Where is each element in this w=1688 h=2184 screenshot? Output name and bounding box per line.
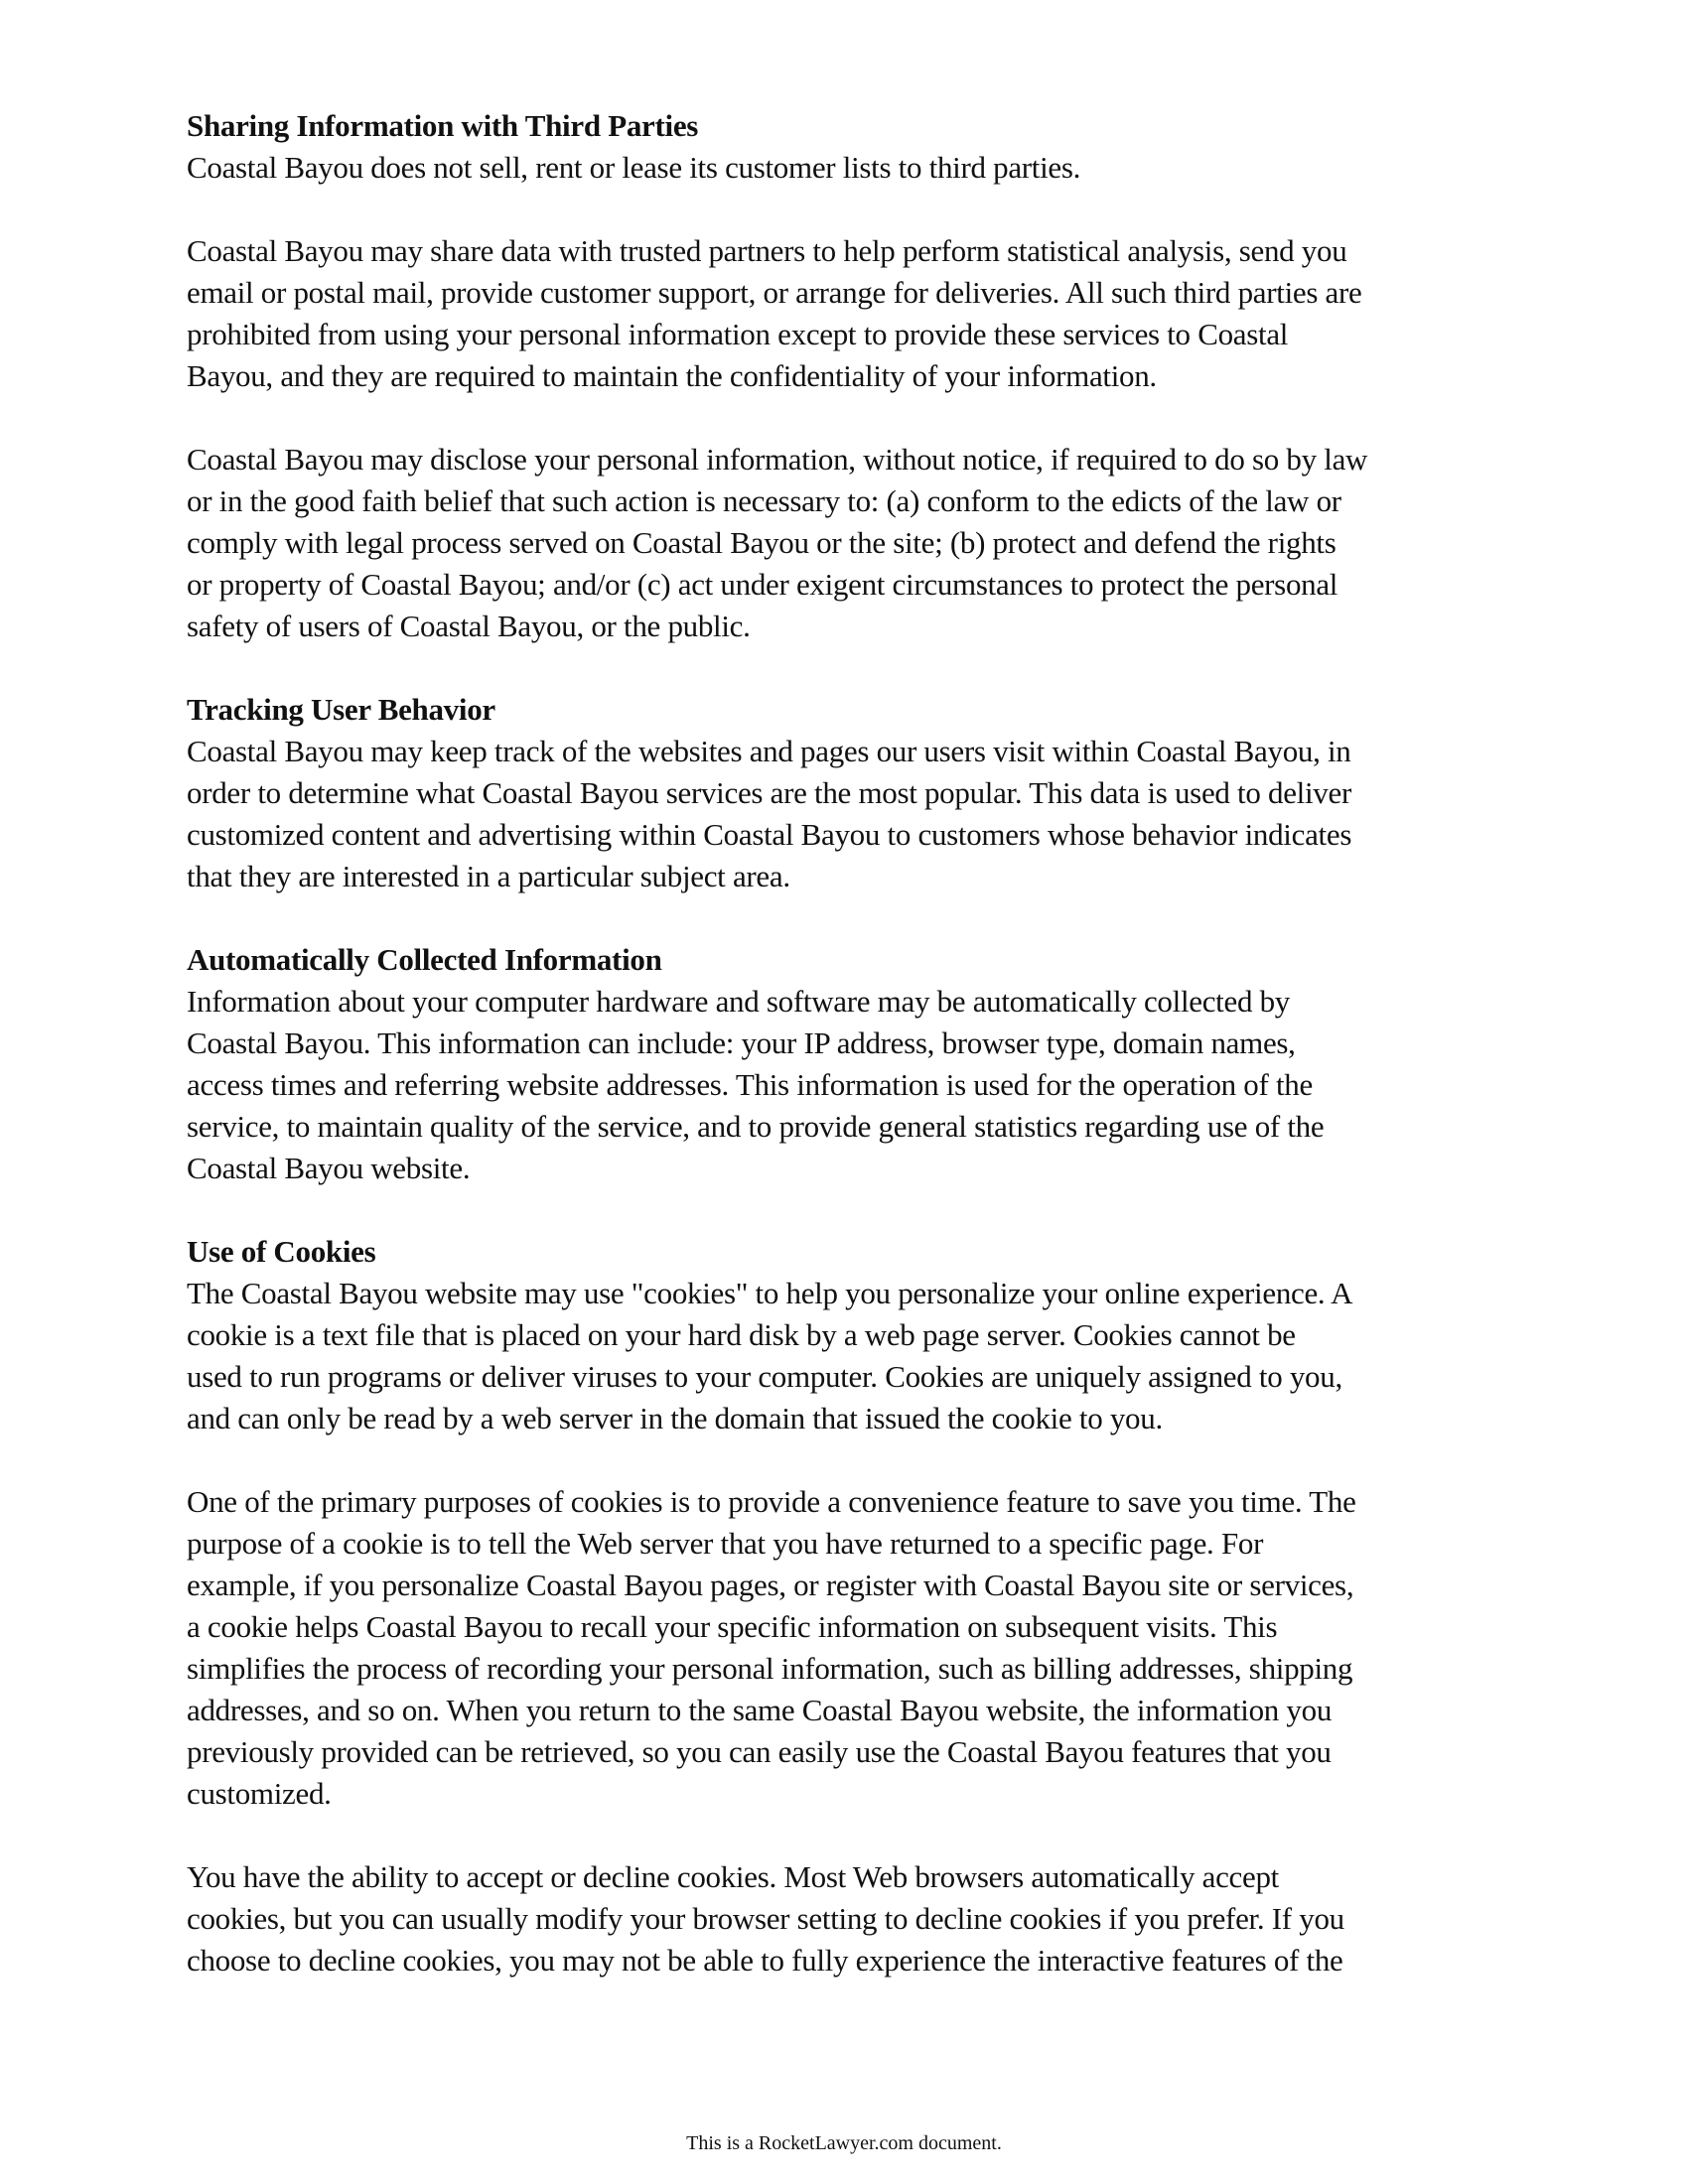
section xyxy=(187,105,1517,647)
text-line: previously provided can be retrieved, so you can easily use the Coastal Bayou features that you xyxy=(187,1734,1332,1769)
text-line: Coastal Bayou may keep track of the websites and pages our users visit within Coastal Bayou, in xyxy=(187,734,1351,768)
text-line: simplifies the process of recording your personal information, such as billing addresses, shipping xyxy=(187,1651,1353,1686)
page-footer: This is a RocketLawyer.com document. xyxy=(686,2132,1002,2154)
text-line: Coastal Bayou. This information can include: your IP address, browser type, domain names, xyxy=(187,1025,1296,1060)
text-line: Coastal Bayou may share data with trusted partners to help perform statistical analysis, send you xyxy=(187,233,1347,268)
text-line: a cookie helps Coastal Bayou to recall your specific information on subsequent visits. This xyxy=(187,1609,1278,1644)
text-line: Coastal Bayou does not sell, rent or lease its customer lists to third parties. xyxy=(187,150,1081,185)
text-line: prohibited from using your personal information except to provide these services to Coastal xyxy=(187,317,1289,351)
text-line: You have the ability to accept or decline cookies. Most Web browsers automatically accept xyxy=(187,1859,1279,1894)
paragraph xyxy=(187,731,1517,897)
section-gap xyxy=(187,647,1517,689)
text-line: Bayou, and they are required to maintain the confidentiality of your information. xyxy=(187,358,1157,393)
text-line: access times and referring website addresses. This information is used for the operation of the xyxy=(187,1067,1313,1102)
text-line: Information about your computer hardware and software may be automatically collected by xyxy=(187,984,1291,1019)
paragraph xyxy=(187,230,1517,397)
text-line: One of the primary purposes of cookies is to provide a convenience feature to save you time. The xyxy=(187,1484,1356,1519)
paragraph xyxy=(187,439,1517,647)
section-gap xyxy=(187,897,1517,939)
section-heading: Tracking User Behavior xyxy=(187,692,495,727)
paragraph xyxy=(187,981,1517,1189)
text-line: cookie is a text file that is placed on your hard disk by a web page server. Cookies cannot be xyxy=(187,1317,1296,1352)
section-heading: Use of Cookies xyxy=(187,1234,376,1269)
text-line: or property of Coastal Bayou; and/or (c) act under exigent circumstances to protect the personal xyxy=(187,567,1338,602)
text-line: choose to decline cookies, you may not be able to fully experience the interactive features of the xyxy=(187,1943,1343,1978)
section xyxy=(187,939,1517,1189)
text-line: Coastal Bayou website. xyxy=(187,1151,471,1185)
paragraph-gap xyxy=(187,1439,1517,1481)
section xyxy=(187,1231,1517,1981)
text-line: safety of users of Coastal Bayou, or the public. xyxy=(187,609,751,643)
section-heading: Automatically Collected Information xyxy=(187,942,662,977)
paragraph xyxy=(187,147,1517,189)
text-line: email or postal mail, provide customer support, or arrange for deliveries. All such third parties are xyxy=(187,275,1362,310)
section-gap xyxy=(187,1189,1517,1231)
paragraph xyxy=(187,1856,1517,1981)
paragraph xyxy=(187,1481,1517,1815)
section-heading: Sharing Information with Third Parties xyxy=(187,108,699,143)
text-line: service, to maintain quality of the service, and to provide general statistics regarding use of the xyxy=(187,1109,1325,1144)
paragraph-gap xyxy=(187,1815,1517,1856)
text-line: customized content and advertising within Coastal Bayou to customers whose behavior indicates xyxy=(187,817,1352,852)
text-line: example, if you personalize Coastal Bayou pages, or register with Coastal Bayou site or services, xyxy=(187,1568,1354,1602)
text-line: order to determine what Coastal Bayou services are the most popular. This data is used to deliver xyxy=(187,775,1351,810)
text-line: comply with legal process served on Coastal Bayou or the site; (b) protect and defend the rights xyxy=(187,525,1336,560)
text-line: and can only be read by a web server in the domain that issued the cookie to you. xyxy=(187,1401,1163,1435)
text-line: addresses, and so on. When you return to the same Coastal Bayou website, the information you xyxy=(187,1693,1333,1727)
text-line: customized. xyxy=(187,1776,332,1811)
text-line: used to run programs or deliver viruses to your computer. Cookies are uniquely assigned to you, xyxy=(187,1359,1342,1394)
text-line: that they are interested in a particular subject area. xyxy=(187,859,790,893)
paragraph-gap xyxy=(187,397,1517,439)
text-line: or in the good faith belief that such action is necessary to: (a) conform to the edicts of the law or xyxy=(187,483,1341,518)
paragraph xyxy=(187,1273,1517,1439)
section xyxy=(187,689,1517,897)
text-line: purpose of a cookie is to tell the Web server that you have returned to a specific page. For xyxy=(187,1526,1264,1561)
text-line: cookies, but you can usually modify your browser setting to decline cookies if you prefer. If you xyxy=(187,1901,1344,1936)
document-body xyxy=(187,105,1517,1981)
text-line: The Coastal Bayou website may use "cookies" to help you personalize your online experience. A xyxy=(187,1276,1353,1310)
paragraph-gap xyxy=(187,189,1517,230)
text-line: Coastal Bayou may disclose your personal information, without notice, if required to do so by law xyxy=(187,442,1368,477)
